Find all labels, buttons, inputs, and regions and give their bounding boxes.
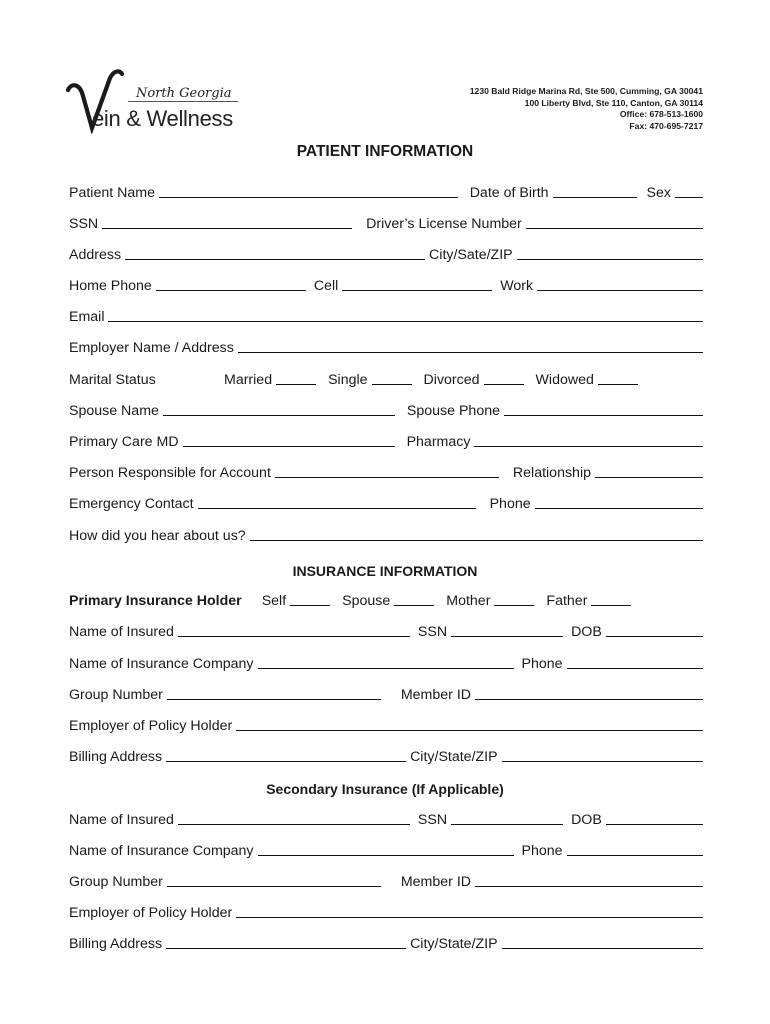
row-marital-status (69, 368, 703, 388)
field-address[interactable] (125, 258, 425, 260)
field-group-number[interactable] (167, 698, 381, 700)
label-sex: Sex (646, 185, 671, 201)
label-group-number: Group Number (69, 687, 163, 703)
label-insured-ssn: SSN (417, 624, 448, 640)
field-pharmacy[interactable] (474, 445, 703, 447)
label-secondary-name-insured: Name of Insured (69, 812, 174, 828)
field-secondary-phone[interactable] (567, 854, 703, 856)
field-city-state-zip[interactable] (517, 258, 703, 260)
label-marital-status: Marital Status (69, 372, 156, 388)
row-primary-billing (69, 745, 703, 765)
page-title: PATIENT INFORMATION (296, 143, 474, 160)
label-billing-city-state-zip: City/State/ZIP (410, 749, 498, 765)
field-secondary-city-state-zip[interactable] (502, 947, 703, 949)
label-pharmacy: Pharmacy (406, 434, 471, 450)
field-cell[interactable] (342, 289, 492, 291)
label-emergency-phone: Phone (489, 496, 531, 512)
label-employer: Employer Name / Address (69, 340, 234, 356)
label-insurance-company: Name of Insurance Company (69, 656, 254, 672)
label-drivers-license: Driver’s License Number (366, 216, 522, 232)
row-responsible (69, 461, 703, 481)
field-member-id[interactable] (475, 698, 703, 700)
field-emergency-phone[interactable] (535, 507, 703, 509)
label-relationship: Relationship (512, 465, 591, 481)
practice-logo (66, 68, 236, 134)
insurance-heading: INSURANCE INFORMATION (292, 563, 478, 579)
row-primary-insured (69, 620, 703, 640)
label-secondary-billing: Billing Address (69, 936, 163, 952)
row-secondary-company (69, 839, 703, 859)
row-primary-care (69, 430, 703, 450)
field-self[interactable] (290, 604, 330, 606)
label-dob: Date of Birth (469, 185, 549, 201)
row-secondary-employer (69, 901, 703, 921)
label-hear-about: How did you hear about us? (69, 528, 246, 544)
address-line-1: 1230 Bald Ridge Marina Rd, Ste 500, Cumming, GA 30041 (469, 86, 703, 96)
field-secondary-ssn[interactable] (451, 823, 563, 825)
row-ssn (69, 212, 703, 232)
row-secondary-billing (69, 932, 703, 952)
label-insured-dob: DOB (571, 624, 602, 640)
label-secondary-phone: Phone (521, 843, 563, 859)
field-insured-dob[interactable] (606, 635, 703, 637)
row-emergency (69, 492, 703, 512)
row-address (69, 243, 703, 263)
row-patient-name (69, 181, 703, 201)
field-father[interactable] (591, 604, 631, 606)
label-widowed: Widowed (535, 372, 594, 388)
label-single: Single (328, 372, 368, 388)
field-secondary-name-insured[interactable] (178, 823, 410, 825)
secondary-insurance-heading: Secondary Insurance (If Applicable) (266, 781, 504, 797)
label-address: Address (69, 247, 122, 263)
field-divorced[interactable] (484, 383, 524, 385)
label-father: Father (546, 593, 588, 609)
field-dob[interactable] (553, 196, 637, 198)
label-secondary-city-state-zip: City/State/ZIP (410, 936, 498, 952)
fax-number: Fax: 470-695-7217 (629, 120, 703, 131)
logo-line2: ein & Wellness (92, 106, 233, 131)
row-secondary-insured (69, 808, 703, 828)
label-secondary-member: Member ID (400, 874, 472, 890)
field-insurance-company[interactable] (258, 667, 514, 669)
field-responsible[interactable] (275, 476, 499, 478)
field-policy-employer[interactable] (236, 729, 703, 731)
field-billing-city-state-zip[interactable] (502, 760, 703, 762)
row-secondary-group (69, 870, 703, 890)
label-self: Self (261, 593, 287, 609)
address-block (470, 86, 703, 132)
field-insurance-phone[interactable] (567, 667, 703, 669)
label-secondary-ssn: SSN (417, 812, 448, 828)
field-secondary-billing[interactable] (166, 947, 406, 949)
field-secondary-member[interactable] (475, 885, 703, 887)
label-ssn: SSN (69, 216, 99, 232)
row-primary-employer (69, 714, 703, 734)
label-patient-name: Patient Name (69, 185, 155, 201)
field-secondary-employer[interactable] (236, 916, 703, 918)
row-hear-about (69, 524, 703, 544)
label-email: Email (69, 309, 105, 325)
label-emergency: Emergency Contact (69, 496, 194, 512)
label-spouse-phone: Spouse Phone (406, 403, 500, 419)
row-primary-company (69, 652, 703, 672)
field-employer[interactable] (238, 351, 703, 353)
address-line-2: 100 Liberty Blvd, Ste 110, Canton, GA 30114 (524, 97, 703, 108)
field-single[interactable] (372, 383, 412, 385)
field-relationship[interactable] (595, 476, 703, 478)
field-name-insured[interactable] (178, 635, 410, 637)
field-secondary-dob[interactable] (606, 823, 703, 825)
label-billing-address: Billing Address (69, 749, 163, 765)
field-work[interactable] (537, 289, 703, 291)
row-primary-group (69, 683, 703, 703)
field-spouse-phone[interactable] (504, 414, 703, 416)
row-phones (69, 274, 703, 294)
office-phone: Office: 678-513-1600 (619, 109, 703, 119)
field-emergency[interactable] (198, 507, 476, 509)
label-secondary-group: Group Number (69, 874, 163, 890)
row-email (69, 305, 703, 325)
field-spouse[interactable] (394, 604, 434, 606)
label-cell: Cell (313, 278, 339, 294)
field-secondary-company[interactable] (258, 854, 514, 856)
label-spouse-name: Spouse Name (69, 403, 159, 419)
field-mother[interactable] (494, 604, 534, 606)
field-widowed[interactable] (598, 383, 638, 385)
label-city-state-zip: City/Sate/ZIP (429, 247, 513, 263)
row-spouse (69, 399, 703, 419)
field-home-phone[interactable] (156, 289, 306, 291)
label-responsible: Person Responsible for Account (69, 465, 271, 481)
row-insurance-holder (69, 589, 703, 609)
field-insured-ssn[interactable] (451, 635, 563, 637)
label-insurance-phone: Phone (521, 656, 563, 672)
label-secondary-dob: DOB (571, 812, 602, 828)
label-secondary-employer: Employer of Policy Holder (69, 905, 233, 921)
label-policy-employer: Employer of Policy Holder (69, 718, 233, 734)
label-primary-holder: Primary Insurance Holder (69, 593, 242, 609)
label-home-phone: Home Phone (69, 278, 152, 294)
logo-line1: North Georgia (136, 86, 232, 101)
label-secondary-company: Name of Insurance Company (69, 843, 254, 859)
label-primary-care: Primary Care MD (69, 434, 179, 450)
label-mother: Mother (446, 593, 491, 609)
label-spouse: Spouse (342, 593, 391, 609)
field-primary-care[interactable] (183, 445, 395, 447)
field-hear-about[interactable] (250, 539, 703, 541)
logo-divider (128, 101, 238, 102)
label-name-insured: Name of Insured (69, 624, 174, 640)
field-ssn[interactable] (102, 227, 352, 229)
label-work: Work (500, 278, 534, 294)
field-email[interactable] (108, 320, 703, 322)
label-married: Married (224, 372, 273, 388)
field-secondary-group[interactable] (167, 885, 381, 887)
row-employer (69, 336, 703, 356)
label-member-id: Member ID (400, 687, 472, 703)
field-patient-name[interactable] (159, 196, 458, 198)
field-drivers-license[interactable] (526, 227, 703, 229)
field-married[interactable] (276, 383, 316, 385)
field-spouse-name[interactable] (163, 414, 395, 416)
label-divorced: Divorced (423, 372, 480, 388)
field-billing-address[interactable] (166, 760, 406, 762)
field-sex[interactable] (675, 196, 703, 198)
